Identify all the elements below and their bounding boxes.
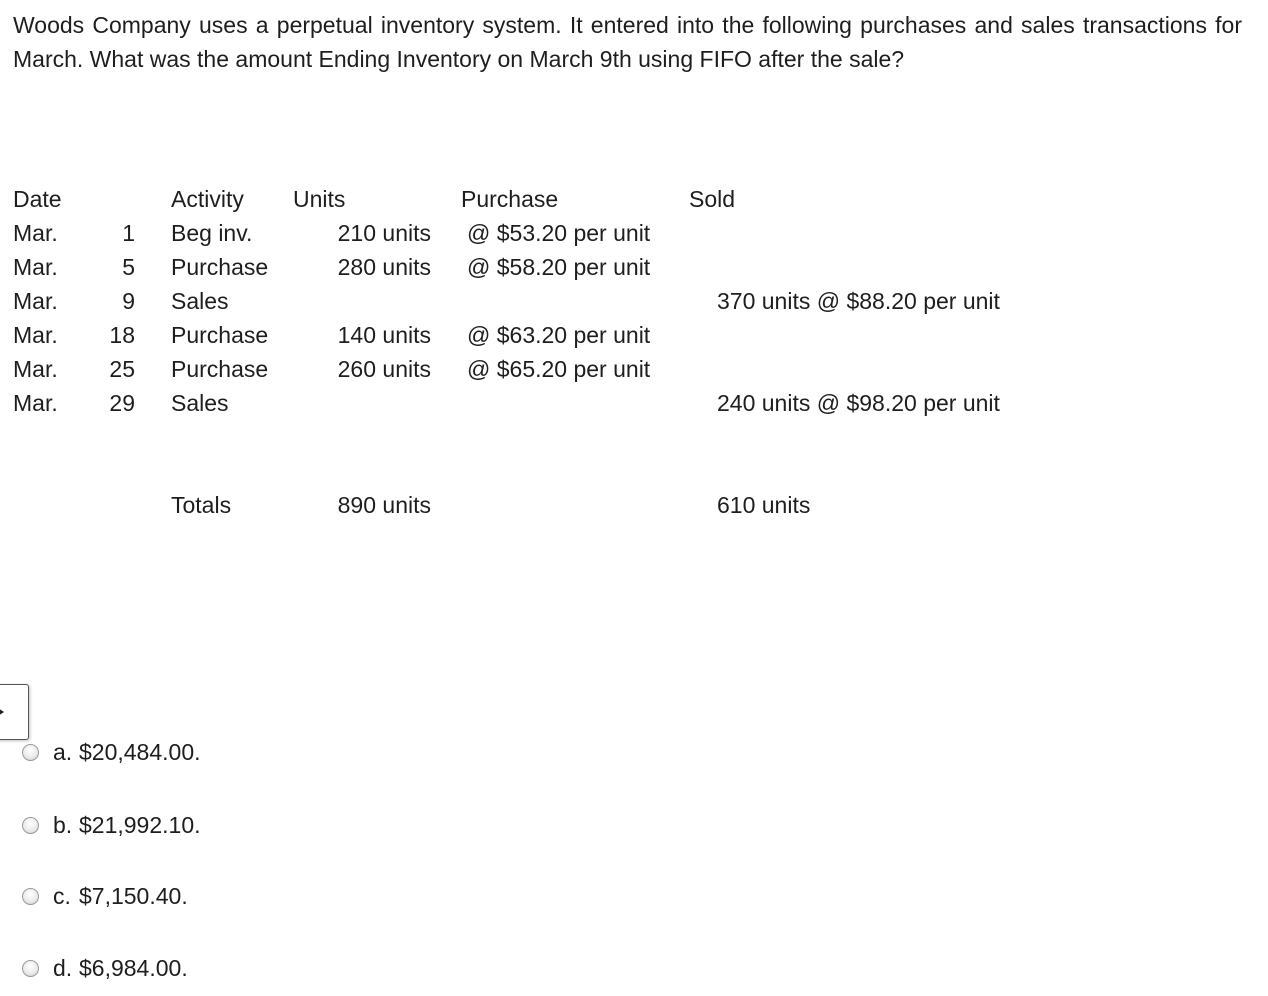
row-sold: 240 units @ $98.20 per unit	[717, 390, 1000, 416]
header-purchase: Purchase	[461, 186, 559, 212]
option-value: $20,484.00.	[79, 738, 201, 765]
radio-button[interactable]	[22, 817, 39, 834]
row-activity: Purchase	[171, 322, 269, 348]
row-month: Mar.	[13, 288, 58, 314]
option-letter: c.	[53, 882, 71, 909]
row-activity: Purchase	[171, 356, 269, 382]
radio-button[interactable]	[22, 744, 39, 761]
option-value: $21,992.10.	[79, 811, 201, 838]
option-c[interactable]	[22, 879, 188, 913]
option-letter: a.	[53, 738, 73, 765]
radio-button[interactable]	[22, 960, 39, 977]
row-activity: Sales	[171, 288, 229, 314]
caret-right-icon	[0, 708, 4, 716]
row-month: Mar.	[13, 220, 58, 246]
row-day: 9	[122, 288, 135, 314]
row-units: 280 units	[337, 254, 431, 280]
row-units: 260 units	[337, 356, 431, 382]
row-day: 1	[122, 220, 135, 246]
row-month: Mar.	[13, 254, 58, 280]
row-purchase: @ $53.20 per unit	[467, 220, 651, 246]
header-units: Units	[293, 186, 346, 212]
row-units: 140 units	[337, 322, 431, 348]
header-date: Date	[13, 186, 62, 212]
option-b[interactable]	[22, 808, 201, 842]
question-text: Woods Company uses a perpetual inventory system. It entered into the following purchases and sales transactions for March. What was the amount Ending Inventory on March 9th using FIFO after the sale?	[13, 12, 1242, 72]
row-day: 5	[122, 254, 135, 280]
row-purchase: @ $63.20 per unit	[467, 322, 651, 348]
row-month: Mar.	[13, 322, 58, 348]
row-day: 25	[109, 356, 135, 382]
row-purchase: @ $58.20 per unit	[467, 254, 651, 280]
row-activity: Sales	[171, 390, 229, 416]
option-a[interactable]	[22, 735, 201, 769]
totals-label: Totals	[171, 492, 232, 518]
row-purchase: @ $65.20 per unit	[467, 356, 651, 382]
row-activity: Beg inv.	[171, 220, 253, 246]
option-value: $6,984.00.	[79, 954, 188, 981]
row-month: Mar.	[13, 356, 58, 382]
option-letter: b.	[53, 811, 73, 838]
header-activity: Activity	[171, 186, 244, 212]
row-month: Mar.	[13, 390, 58, 416]
header-sold: Sold	[689, 186, 736, 212]
totals-sold: 610 units	[717, 492, 811, 518]
row-units: 210 units	[337, 220, 431, 246]
option-value: $7,150.40.	[79, 882, 188, 909]
totals-units: 890 units	[337, 492, 431, 518]
option-letter: d.	[53, 954, 73, 981]
row-activity: Purchase	[171, 254, 269, 280]
row-day: 18	[109, 322, 135, 348]
radio-button[interactable]	[22, 888, 39, 905]
side-panel-toggle[interactable]	[0, 684, 29, 740]
row-day: 29	[109, 390, 135, 416]
option-d[interactable]	[22, 951, 188, 985]
row-sold: 370 units @ $88.20 per unit	[717, 288, 1000, 314]
